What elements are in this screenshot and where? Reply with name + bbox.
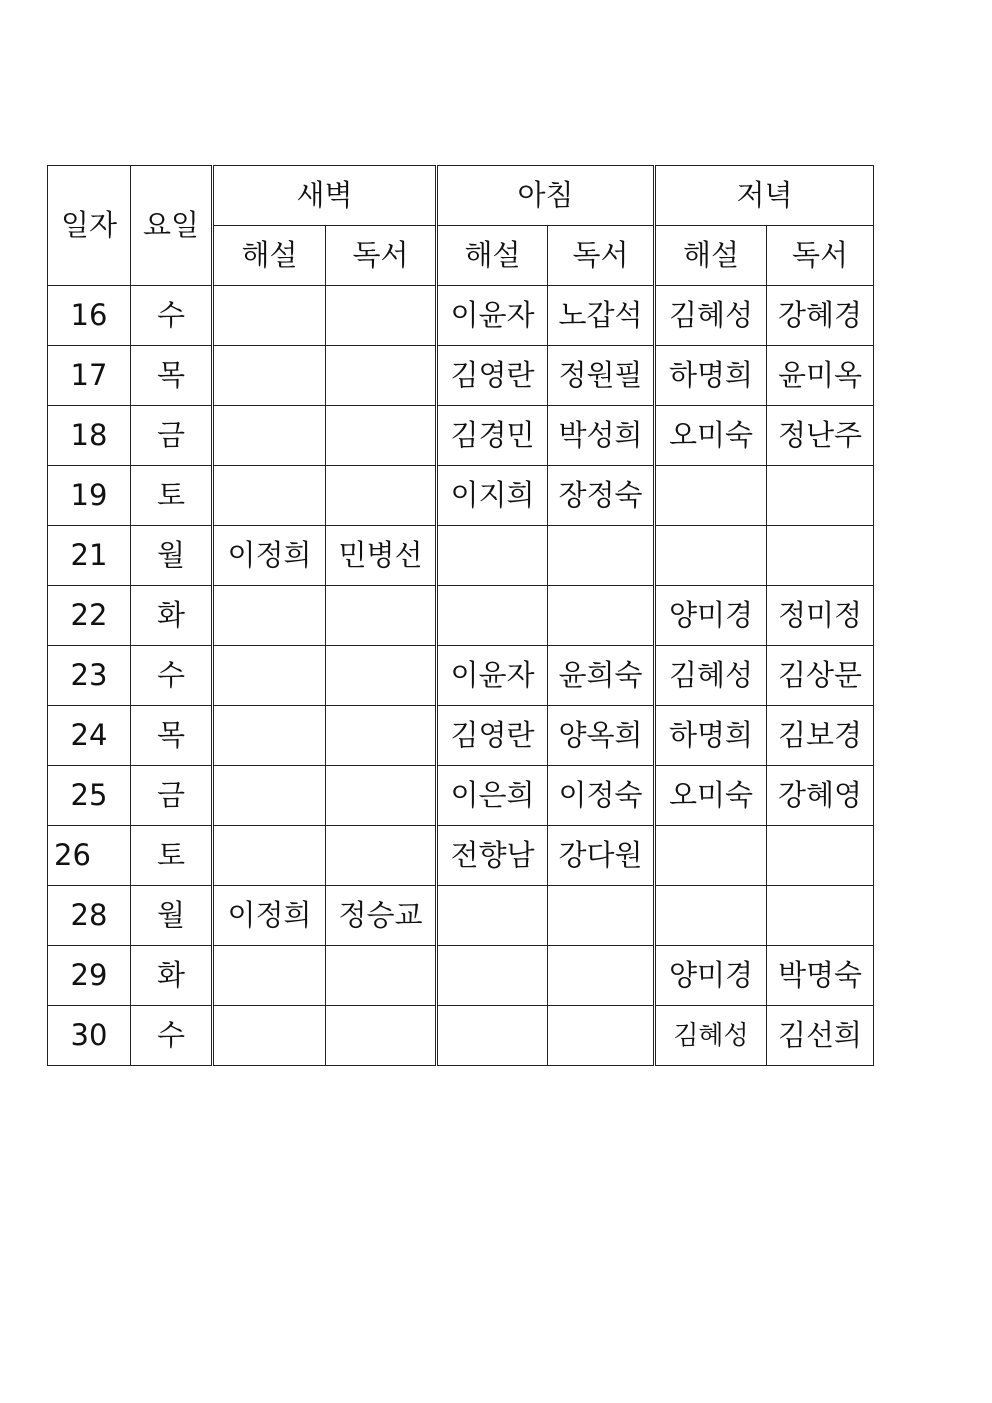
cell-reading: 윤희숙 (548, 646, 655, 706)
cell-day: 목 (131, 346, 213, 406)
cell-date: 26 (48, 826, 131, 886)
cell-commentary: 이정희 (213, 526, 326, 586)
cell-commentary: 이정희 (213, 886, 326, 946)
cell-reading (548, 886, 655, 946)
cell-commentary: 이윤자 (437, 646, 548, 706)
cell-commentary (213, 706, 326, 766)
cell-date: 17 (48, 346, 131, 406)
cell-reading: 강혜경 (767, 286, 874, 346)
cell-commentary (213, 406, 326, 466)
header-row-groups (48, 166, 874, 226)
cell-day: 화 (131, 586, 213, 646)
cell-reading (326, 706, 437, 766)
cell-date: 21 (48, 526, 131, 586)
table-row (48, 766, 874, 826)
cell-commentary (655, 826, 767, 886)
table-row (48, 826, 874, 886)
cell-day: 목 (131, 706, 213, 766)
cell-reading: 박명숙 (767, 946, 874, 1006)
table-row (48, 646, 874, 706)
cell-reading (326, 286, 437, 346)
table-row (48, 706, 874, 766)
cell-commentary (213, 826, 326, 886)
cell-commentary (213, 646, 326, 706)
table-row (48, 466, 874, 526)
cell-commentary (213, 466, 326, 526)
header-date: 일자 (48, 166, 131, 286)
cell-reading (548, 586, 655, 646)
cell-commentary (437, 1006, 548, 1066)
cell-reading (326, 346, 437, 406)
cell-reading: 김선희 (767, 1006, 874, 1066)
cell-reading (326, 766, 437, 826)
table-row (48, 526, 874, 586)
cell-day: 금 (131, 766, 213, 826)
cell-commentary: 오미숙 (655, 406, 767, 466)
cell-commentary (437, 586, 548, 646)
cell-commentary (655, 886, 767, 946)
cell-day: 화 (131, 946, 213, 1006)
cell-commentary: 이지희 (437, 466, 548, 526)
table-row (48, 406, 874, 466)
header-day: 요일 (131, 166, 213, 286)
cell-reading: 정원필 (548, 346, 655, 406)
table-row (48, 1006, 874, 1066)
cell-date: 24 (48, 706, 131, 766)
cell-reading (326, 406, 437, 466)
cell-reading: 박성희 (548, 406, 655, 466)
header-sub-commentary: 해설 (655, 226, 767, 286)
cell-reading: 노갑석 (548, 286, 655, 346)
cell-reading (548, 1006, 655, 1066)
cell-date: 22 (48, 586, 131, 646)
cell-date: 18 (48, 406, 131, 466)
cell-reading: 이정숙 (548, 766, 655, 826)
cell-reading: 장정숙 (548, 466, 655, 526)
cell-reading (326, 1006, 437, 1066)
cell-reading (326, 646, 437, 706)
cell-day: 수 (131, 646, 213, 706)
cell-commentary (213, 766, 326, 826)
cell-commentary: 양미경 (655, 586, 767, 646)
header-group-dawn: 새벽 (213, 166, 437, 226)
table-row (48, 946, 874, 1006)
cell-commentary (437, 526, 548, 586)
cell-reading: 강혜영 (767, 766, 874, 826)
cell-commentary (213, 286, 326, 346)
cell-reading: 강다원 (548, 826, 655, 886)
cell-commentary: 전향남 (437, 826, 548, 886)
header-sub-commentary: 해설 (437, 226, 548, 286)
cell-reading (326, 826, 437, 886)
cell-reading (548, 946, 655, 1006)
cell-commentary: 김혜성 (655, 1006, 767, 1066)
cell-reading (767, 466, 874, 526)
table-row (48, 886, 874, 946)
cell-date: 29 (48, 946, 131, 1006)
table-row (48, 286, 874, 346)
cell-reading (326, 946, 437, 1006)
cell-day: 토 (131, 466, 213, 526)
table-row (48, 346, 874, 406)
header-group-evening: 저녁 (655, 166, 874, 226)
cell-reading: 정미정 (767, 586, 874, 646)
cell-commentary: 하명희 (655, 706, 767, 766)
cell-date: 30 (48, 1006, 131, 1066)
cell-commentary: 김영란 (437, 706, 548, 766)
cell-reading: 정난주 (767, 406, 874, 466)
header-sub-reading: 독서 (767, 226, 874, 286)
cell-reading (326, 586, 437, 646)
cell-reading (767, 886, 874, 946)
cell-date: 16 (48, 286, 131, 346)
cell-reading: 양옥희 (548, 706, 655, 766)
cell-reading: 김상문 (767, 646, 874, 706)
cell-commentary (213, 586, 326, 646)
cell-commentary (437, 946, 548, 1006)
header-sub-commentary: 해설 (213, 226, 326, 286)
cell-commentary: 이은희 (437, 766, 548, 826)
cell-date: 28 (48, 886, 131, 946)
cell-day: 월 (131, 526, 213, 586)
cell-commentary (213, 346, 326, 406)
cell-commentary (655, 526, 767, 586)
header-sub-reading: 독서 (548, 226, 655, 286)
cell-date: 25 (48, 766, 131, 826)
cell-commentary: 김영란 (437, 346, 548, 406)
cell-day: 월 (131, 886, 213, 946)
schedule-table (47, 165, 874, 1066)
header-sub-reading: 독서 (326, 226, 437, 286)
cell-reading: 김보경 (767, 706, 874, 766)
cell-day: 토 (131, 826, 213, 886)
cell-commentary: 김혜성 (655, 286, 767, 346)
cell-commentary (655, 466, 767, 526)
cell-reading: 윤미옥 (767, 346, 874, 406)
cell-reading (326, 466, 437, 526)
cell-day: 수 (131, 286, 213, 346)
table-row (48, 586, 874, 646)
cell-commentary: 김혜성 (655, 646, 767, 706)
cell-reading (767, 526, 874, 586)
header-group-morning: 아침 (437, 166, 655, 226)
cell-date: 19 (48, 466, 131, 526)
cell-day: 수 (131, 1006, 213, 1066)
cell-commentary (437, 886, 548, 946)
cell-commentary: 김경민 (437, 406, 548, 466)
cell-date: 23 (48, 646, 131, 706)
cell-reading (548, 526, 655, 586)
cell-commentary (213, 1006, 326, 1066)
cell-reading (767, 826, 874, 886)
cell-commentary: 이윤자 (437, 286, 548, 346)
cell-commentary (213, 946, 326, 1006)
cell-commentary: 하명희 (655, 346, 767, 406)
cell-reading: 정승교 (326, 886, 437, 946)
cell-day: 금 (131, 406, 213, 466)
cell-commentary: 오미숙 (655, 766, 767, 826)
cell-reading: 민병선 (326, 526, 437, 586)
cell-commentary: 양미경 (655, 946, 767, 1006)
